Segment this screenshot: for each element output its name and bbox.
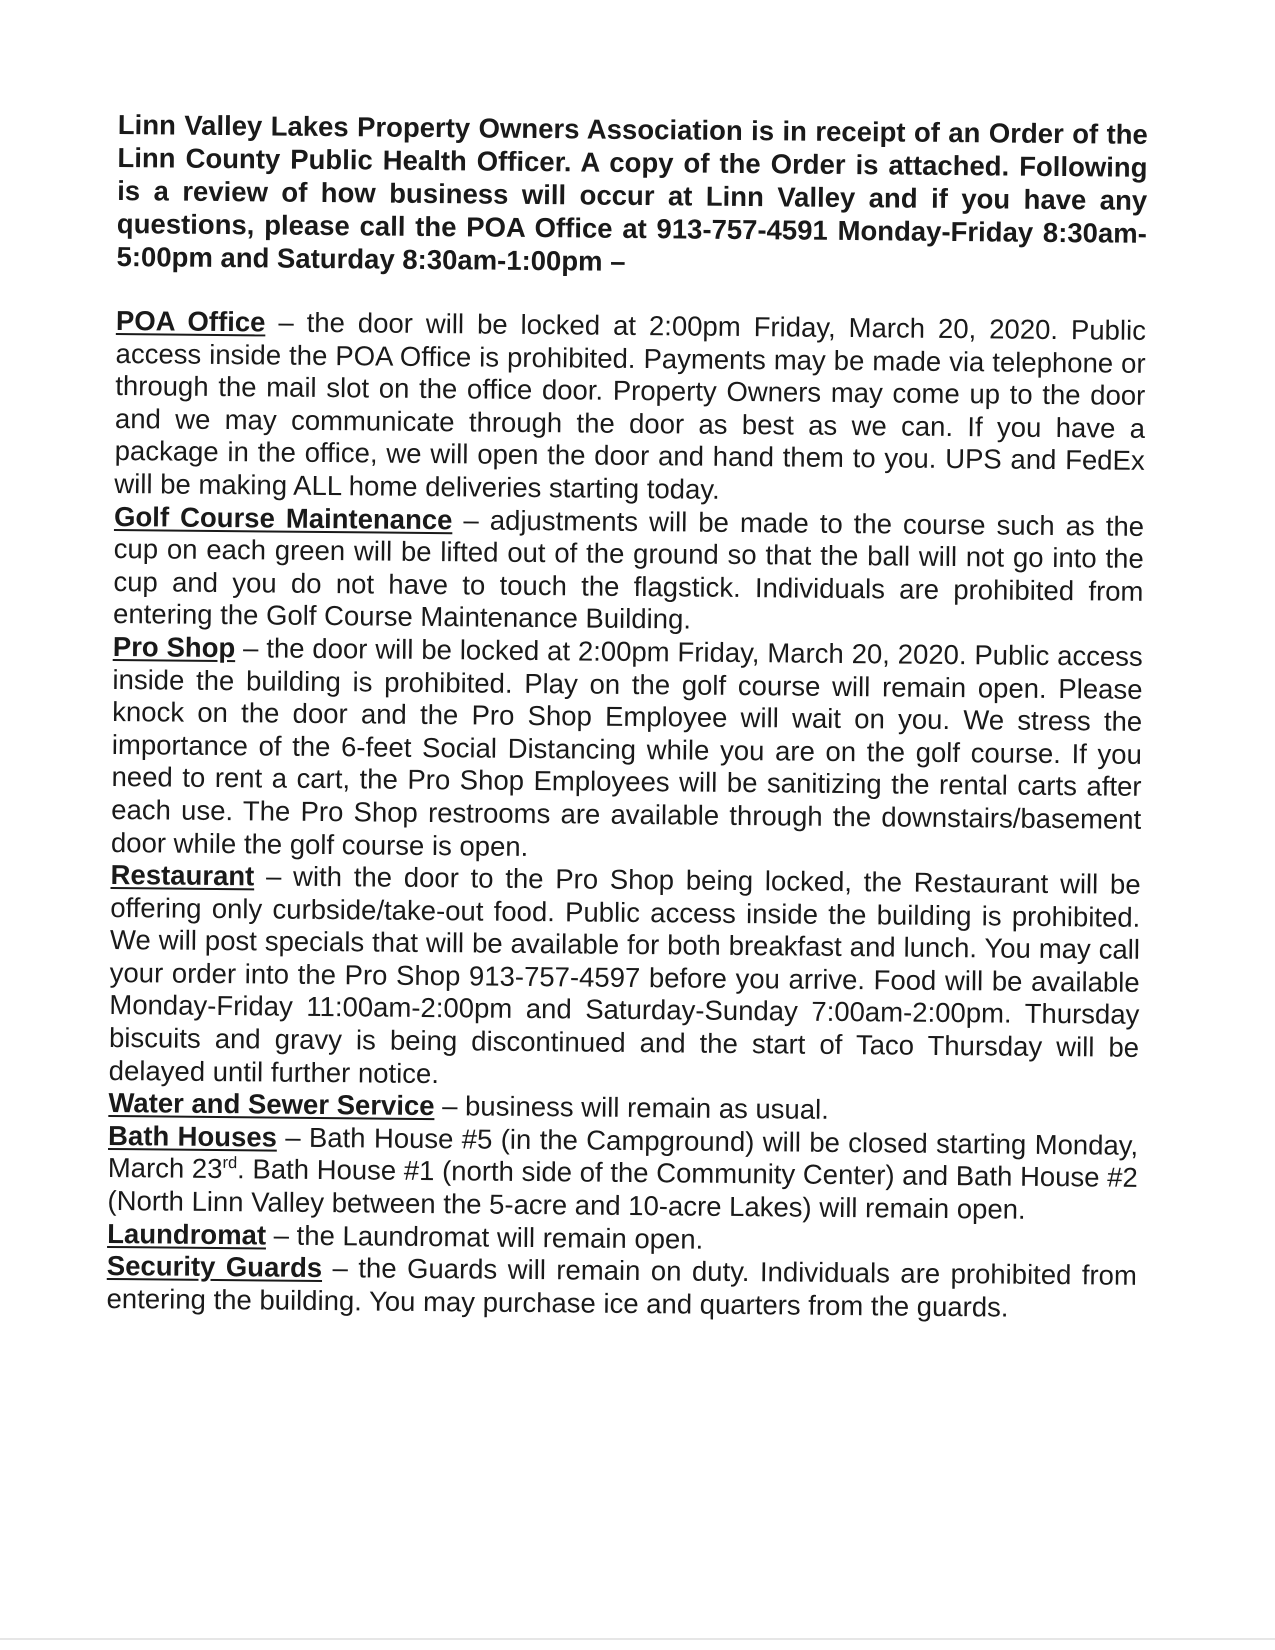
section-text-golf-course-maintenance: – adjustments will be made to the course such as the cup on each green will be lifted out of the ground so that the ball will not go into the cup and you do not have to touch the flagstick. Individuals are prohibited from entering the Golf Course Maintenance Building.	[112, 503, 1145, 635]
section-security-guards	[106, 1250, 1137, 1325]
intro-paragraph: Linn Valley Lakes Property Owners Association is in receipt of an Order of the Linn County Public Health Officer. A copy of the Order is attached. Following is a review of how business will occur at Linn Valley and if you have any questions, please call the POA Office at 913-757-4591 Monday-Friday 8:30am-5:00pm and Saturday 8:30am-1:00pm –	[116, 108, 1148, 277]
section-heading-restaurant: Restaurant	[110, 859, 255, 892]
section-text-pro-shop: – the door will be locked at 2:00pm Friday, March 20, 2020. Public access inside the building is prohibited. Play on the golf course will remain open. Please knock on the door and the Pro Shop Employee will wait on you. We stress the importance of the 6-feet Social Distancing while you are on the golf course. If you need to rent a cart, the Pro Shop Employees will be sanitizing the rental carts after each use. The Pro Shop restrooms are available through the downstairs/basement door while the golf course is open.	[110, 632, 1143, 862]
notice-body	[106, 108, 1148, 1325]
section-text-laundromat: – the Laundromat will remain open.	[265, 1219, 704, 1255]
section-heading-laundromat: Laundromat	[107, 1217, 267, 1251]
section-heading-pro-shop: Pro Shop	[112, 630, 236, 664]
section-poa-office	[114, 305, 1146, 510]
section-heading-security-guards: Security Guards	[106, 1250, 323, 1284]
section-text-restaurant: – with the door to the Pro Shop being locked, the Restaurant will be offering only curbside/take-out food. Public access inside the building is prohibited. We will post specials that will be available for both breakfast and lunch. You may call your order into the Pro Shop 913-757-4597 before you arrive. Food will be available Monday-Friday 11:00am-2:00pm and Saturday-Sunday 7:00am-2:00pm. Thursday biscuits and gravy is being discontinued and the start of Taco Thursday will be delayed until further notice.	[108, 860, 1141, 1089]
section-text-poa-office: – the door will be locked at 2:00pm Friday, March 20, 2020. Public access inside the POA Office is prohibited. Payments may be made via telephone or through the mail slot on the office door. Property Owners may come up to the door and we may communicate through the door as best as we can. If you have a package in the office, we will open the door and hand them to you. UPS and FedEx will be making ALL home deliveries starting today.	[114, 306, 1147, 505]
scan-edge-line	[0, 1638, 1275, 1640]
section-text-security-guards: – the Guards will remain on duty. Individuals are prohibited from entering the building. You may purchase ice and quarters from the guards.	[106, 1252, 1137, 1323]
section-text-water-sewer: – business will remain as usual.	[434, 1090, 830, 1126]
section-pro-shop	[111, 631, 1143, 869]
ordinal-suffix: rd	[222, 1154, 238, 1173]
section-heading-golf-course-maintenance: Golf Course Maintenance	[113, 500, 453, 535]
section-bath-houses	[107, 1120, 1138, 1228]
section-restaurant	[109, 859, 1141, 1097]
section-text-bath-houses-part1: – Bath House #5 (in the Campground) will be closed starting Monday, March 23	[107, 1121, 1139, 1185]
section-text-bath-houses-part2: . Bath House #1 (north side of the Community Center) and Bath House #2 (North Linn Valley between the 5-acre and 10-acre Lakes) will remain open.	[107, 1153, 1138, 1225]
section-heading-bath-houses: Bath Houses	[107, 1119, 278, 1153]
section-golf-course-maintenance	[113, 501, 1144, 641]
section-heading-poa-office: POA Office	[115, 304, 266, 338]
section-heading-water-sewer: Water and Sewer Service	[108, 1087, 435, 1122]
